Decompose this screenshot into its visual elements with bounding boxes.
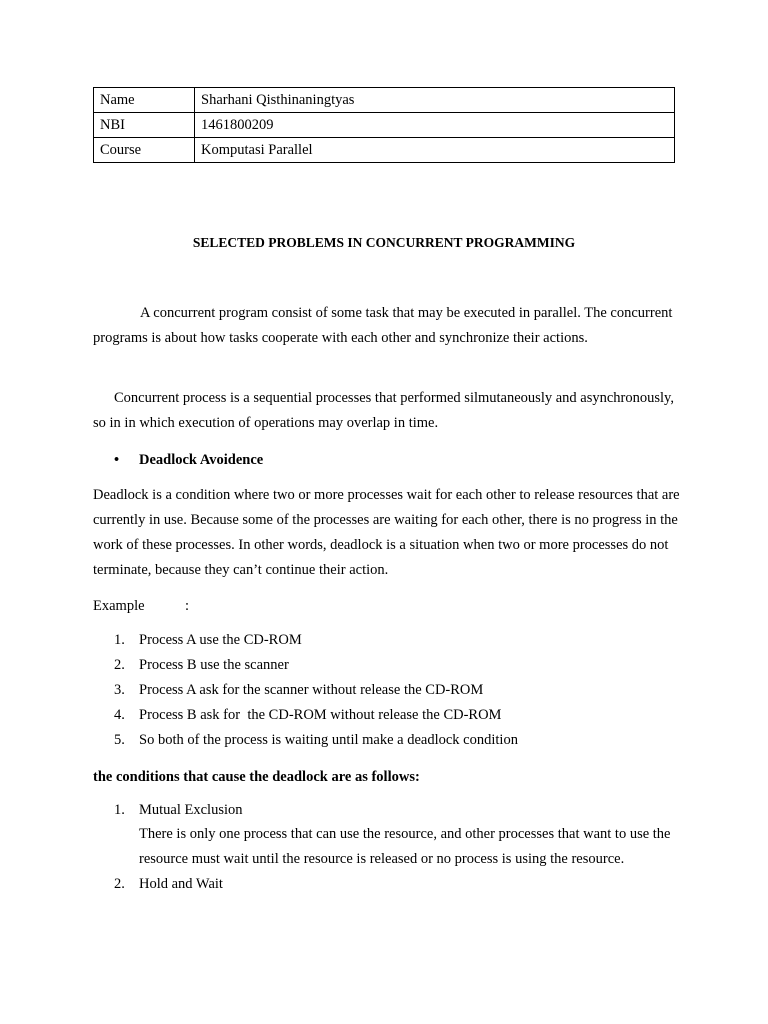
example-label: Example	[93, 598, 145, 614]
step-number: 5.	[114, 732, 125, 748]
course-value: Komputasi Parallel	[195, 138, 675, 163]
conditions-list	[114, 800, 674, 894]
list-item	[114, 705, 518, 730]
condition-title: Hold and Wait	[139, 876, 223, 892]
condition-number: 2.	[114, 876, 125, 892]
course-label: Course	[94, 138, 195, 163]
list-item	[114, 680, 518, 705]
concurrent-process-paragraph: Concurrent process is a sequential processes that performed silmutaneously and asynchronously, so in in which execution of operations may overlap in time.	[93, 390, 674, 431]
step-text: Process A use the CD-ROM	[139, 632, 302, 648]
condition-number: 1.	[114, 802, 125, 818]
intro-paragraph: A concurrent program consist of some task that may be executed in parallel. The concurrent programs is about how tasks cooperate with each other and synchronize their actions.	[93, 305, 673, 346]
list-item	[114, 630, 518, 655]
step-text: Process B use the scanner	[139, 657, 289, 673]
step-number: 1.	[114, 632, 125, 648]
step-number: 3.	[114, 682, 125, 698]
example-steps-list	[114, 630, 518, 755]
condition-title: Mutual Exclusion	[139, 802, 243, 818]
conditions-heading: the conditions that cause the deadlock are as follows:	[93, 769, 420, 785]
list-item	[114, 874, 674, 894]
bullet-icon: •	[114, 452, 120, 468]
step-text: So both of the process is waiting until make a deadlock condition	[139, 732, 518, 748]
nbi-label: NBI	[94, 113, 195, 138]
list-item	[114, 730, 518, 755]
step-number: 2.	[114, 657, 125, 673]
section-heading-text: Deadlock Avoidence	[139, 452, 264, 468]
deadlock-paragraph: Deadlock is a condition where two or more processes wait for each other to release resources that are currently in use. Because some of the processes are waiting for each other, there is no progress in the work of these processes. In other words, deadlock is a situation when two or more processes do not terminate, because they can’t continue their action.	[93, 487, 680, 578]
nbi-value: 1461800209	[195, 113, 675, 138]
step-number: 4.	[114, 707, 125, 723]
example-colon: :	[185, 598, 190, 614]
table-row	[94, 138, 675, 163]
step-text: Process A ask for the scanner without release the CD-ROM	[139, 682, 484, 698]
condition-description: There is only one process that can use the resource, and other processes that want to use the resource must wait until the resource is released or no process is using the resource.	[139, 826, 671, 867]
name-value: Sharhani Qisthinaningtyas	[195, 88, 675, 113]
table-row	[94, 88, 675, 113]
section-heading	[114, 450, 263, 470]
table-row	[94, 113, 675, 138]
document-title: SELECTED PROBLEMS IN CONCURRENT PROGRAMMING	[192, 235, 576, 250]
name-label: Name	[94, 88, 195, 113]
example-label-row	[93, 596, 190, 616]
list-item	[114, 800, 674, 872]
info-table	[93, 87, 675, 163]
step-text: Process B ask for the CD-ROM without release the CD-ROM	[139, 707, 502, 723]
list-item	[114, 655, 518, 680]
